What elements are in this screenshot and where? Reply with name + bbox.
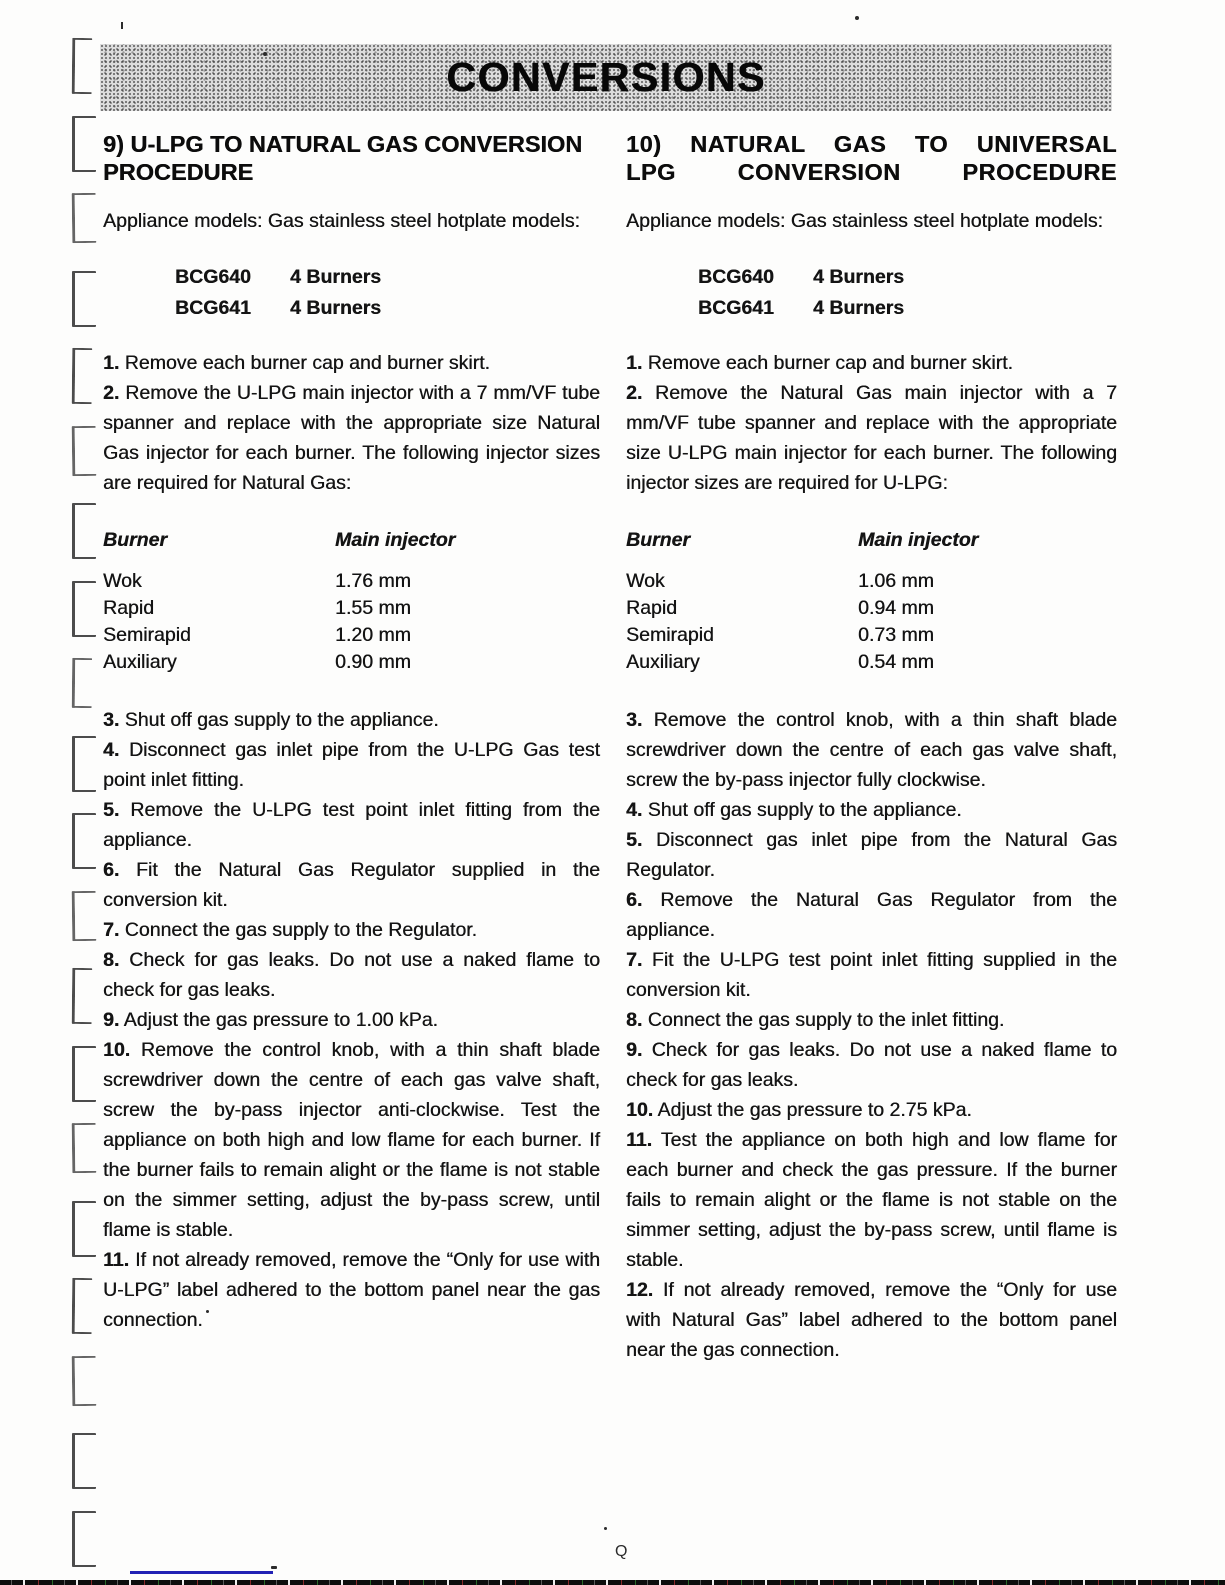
injector-size: 0.94 mm [858, 597, 934, 619]
procedure-step [103, 1005, 600, 1035]
procedure-steps [103, 348, 600, 498]
model-row [175, 262, 600, 293]
injector-table-row [626, 595, 1117, 622]
step-text: Shut off gas supply to the appliance. [124, 709, 439, 731]
step-number: 1. [626, 352, 643, 374]
step-number: 5. [626, 829, 643, 851]
burner-name: Rapid [626, 597, 677, 619]
procedure-step [626, 1035, 1117, 1095]
model-desc: 4 Burners [290, 297, 382, 319]
procedure-step [626, 1125, 1117, 1275]
step-text: Adjust the gas pressure to 1.00 kPa. [123, 1009, 438, 1031]
section-ulpg-to-natural-gas [103, 130, 600, 1365]
step-text: Test the appliance on both high and low flame for each burner and check the gas pressure. If the burner fails to remain alight or the flame is not stable on the simmer setting, adjust the by-pass screw, until flame is stable. [626, 1129, 1117, 1271]
step-text: Check for gas leaks. Do not use a naked flame to check for gas leaks. [103, 949, 600, 1001]
step-number: 11. [103, 1249, 130, 1271]
step-number: 8. [626, 1009, 643, 1031]
procedure-steps [626, 705, 1117, 1365]
step-text: Remove each burner cap and burner skirt. [647, 352, 1013, 374]
procedure-step [626, 705, 1117, 795]
step-text: Remove the Natural Gas Regulator from the appliance. [626, 889, 1117, 941]
step-text: If not already removed, remove the “Only for use with U-LPG” label adhered to the bottom panel near the gas connection. [103, 1249, 600, 1331]
scan-speck [271, 1566, 277, 1569]
step-text: Connect the gas supply to the inlet fitting. [647, 1009, 1005, 1031]
model-desc: 4 Burners [290, 266, 382, 288]
model-code: BCG641 [175, 297, 251, 319]
injector-size-table [626, 525, 1117, 676]
scan-speck [121, 22, 123, 29]
col-main-injector: Main injector [335, 529, 456, 551]
section-9-heading: 9) U-LPG TO NATURAL GAS CONVERSION PROCEDURE [103, 131, 583, 185]
model-row [698, 293, 1117, 324]
model-list [698, 262, 1117, 324]
col-main-injector: Main injector [858, 529, 979, 551]
model-list [175, 262, 600, 324]
step-number: 2. [626, 382, 643, 404]
procedure-step [626, 795, 1117, 825]
model-code: BCG641 [698, 297, 774, 319]
step-number: 9. [626, 1039, 643, 1061]
page-banner [100, 44, 1112, 111]
procedure-step [626, 378, 1117, 498]
step-number: 6. [103, 859, 120, 881]
step-text: Disconnect gas inlet pipe from the Natural Gas Regulator. [626, 829, 1117, 881]
injector-table-rows [626, 568, 1117, 676]
burner-name: Wok [103, 570, 142, 592]
model-code: BCG640 [698, 266, 774, 288]
step-number: 8. [103, 949, 120, 971]
procedure-step [626, 1275, 1117, 1365]
procedure-step [103, 945, 600, 1005]
procedure-step [103, 1245, 600, 1335]
step-number: 6. [626, 889, 643, 911]
procedure-step [626, 825, 1117, 885]
injector-size: 1.55 mm [335, 597, 411, 619]
injector-table-rows [103, 568, 600, 676]
step-text: Check for gas leaks. Do not use a naked flame to check for gas leaks. [626, 1039, 1117, 1091]
injector-size: 1.76 mm [335, 570, 411, 592]
col-burner: Burner [626, 529, 690, 551]
scan-speck [855, 16, 859, 20]
procedure-step [626, 1005, 1117, 1035]
injector-table-row [626, 649, 1117, 676]
step-number: 7. [626, 949, 643, 971]
injector-size: 1.06 mm [858, 570, 934, 592]
step-text: Fit the Natural Gas Regulator supplied in the conversion kit. [103, 859, 600, 911]
model-row [698, 262, 1117, 293]
page-footer-mark: Q [615, 1543, 628, 1560]
procedure-step [626, 945, 1117, 1005]
procedure-steps [103, 705, 600, 1335]
step-text: Disconnect gas inlet pipe from the U-LPG Gas test point inlet fitting. [103, 739, 600, 791]
step-number: 9. [103, 1009, 120, 1031]
step-text: If not already removed, remove the “Only for use with Natural Gas” label adhered to the bottom panel near the gas connection. [626, 1279, 1117, 1361]
step-number: 1. [103, 352, 120, 374]
burner-name: Auxiliary [626, 651, 700, 673]
procedure-step [626, 1095, 1117, 1125]
procedure-step [103, 915, 600, 945]
step-text: Adjust the gas pressure to 2.75 kPa. [657, 1099, 972, 1121]
step-number: 5. [103, 799, 120, 821]
model-desc: 4 Burners [813, 297, 905, 319]
injector-size: 1.20 mm [335, 624, 411, 646]
step-text: Remove the Natural Gas main injector with a 7 mm/VF tube spanner and replace with the appropriate size U-LPG main injector for each burner. The following injector sizes are required for U-LPG: [626, 382, 1117, 494]
procedure-step [103, 378, 600, 498]
model-row [175, 293, 600, 324]
injector-size: 0.54 mm [858, 651, 934, 673]
procedure-step [103, 348, 600, 378]
step-text: Remove each burner cap and burner skirt. [124, 352, 490, 374]
burner-name: Semirapid [103, 624, 191, 646]
injector-table-row [626, 622, 1117, 649]
procedure-step [626, 348, 1117, 378]
page-title: CONVERSIONS [446, 54, 766, 100]
step-number: 7. [103, 919, 120, 941]
injector-table-row [103, 568, 600, 595]
injector-table-row [626, 568, 1117, 595]
procedure-step [103, 735, 600, 795]
burner-name: Wok [626, 570, 665, 592]
injector-table-header [626, 525, 1117, 555]
procedure-step [103, 705, 600, 735]
scan-speck [604, 1527, 607, 1530]
appliance-models-intro: Appliance models: Gas stainless steel hotplate models: [103, 210, 580, 232]
step-number: 11. [626, 1129, 653, 1151]
step-text: Shut off gas supply to the appliance. [647, 799, 962, 821]
section-natural-gas-to-lpg [626, 130, 1117, 1365]
col-burner: Burner [103, 529, 167, 551]
step-number: 3. [103, 709, 120, 731]
scan-speck [206, 1310, 209, 1313]
procedure-steps [626, 348, 1117, 498]
burner-name: Auxiliary [103, 651, 177, 673]
procedure-step [103, 795, 600, 855]
burner-name: Semirapid [626, 624, 714, 646]
step-number: 4. [626, 799, 643, 821]
page-bottom-scan-edge [0, 1580, 1225, 1585]
footer-blue-line [130, 1571, 273, 1574]
step-number: 10. [103, 1039, 131, 1061]
injector-size-table [103, 525, 600, 676]
burner-name: Rapid [103, 597, 154, 619]
step-number: 3. [626, 709, 643, 731]
scan-speck [263, 52, 267, 56]
step-text: Remove the control knob, with a thin shaft blade screwdriver down the centre of each gas valve shaft, screw the by-pass injector anti-clockwise. Test the appliance on both high and low flame for each burner. If the burner fails to remain alight or the flame is not stable on the simmer setting, adjust the by-pass screw, until flame is stable. [103, 1039, 600, 1241]
step-number: 12. [626, 1279, 654, 1301]
content-columns [103, 130, 1117, 1365]
step-number: 2. [103, 382, 120, 404]
step-text: Fit the U-LPG test point inlet fitting supplied in the conversion kit. [626, 949, 1117, 1001]
step-text: Remove the U-LPG test point inlet fitting from the appliance. [103, 799, 601, 851]
procedure-step [103, 855, 600, 915]
step-text: Remove the U-LPG main injector with a 7 mm/VF tube spanner and replace with the appropriate size Natural Gas injector for each burner. The following injector sizes are required for Natural Gas: [103, 382, 601, 494]
step-text: Connect the gas supply to the Regulator. [124, 919, 478, 941]
procedure-step [626, 885, 1117, 945]
model-desc: 4 Burners [813, 266, 905, 288]
section-10-heading: 10) NATURAL GAS TO UNIVERSAL LPG CONVERSION PROCEDURE [626, 131, 1117, 185]
step-text: Remove the control knob, with a thin shaft blade screwdriver down the centre of each gas valve shaft, screw the by-pass injector fully clockwise. [626, 709, 1118, 791]
model-code: BCG640 [175, 266, 251, 288]
injector-size: 0.73 mm [858, 624, 934, 646]
step-number: 10. [626, 1099, 654, 1121]
injector-table-row [103, 622, 600, 649]
appliance-models-intro: Appliance models: Gas stainless steel hotplate models: [626, 210, 1103, 232]
injector-table-header [103, 525, 600, 555]
step-number: 4. [103, 739, 120, 761]
injector-table-row [103, 649, 600, 676]
injector-table-row [103, 595, 600, 622]
procedure-step [103, 1035, 600, 1245]
injector-size: 0.90 mm [335, 651, 411, 673]
